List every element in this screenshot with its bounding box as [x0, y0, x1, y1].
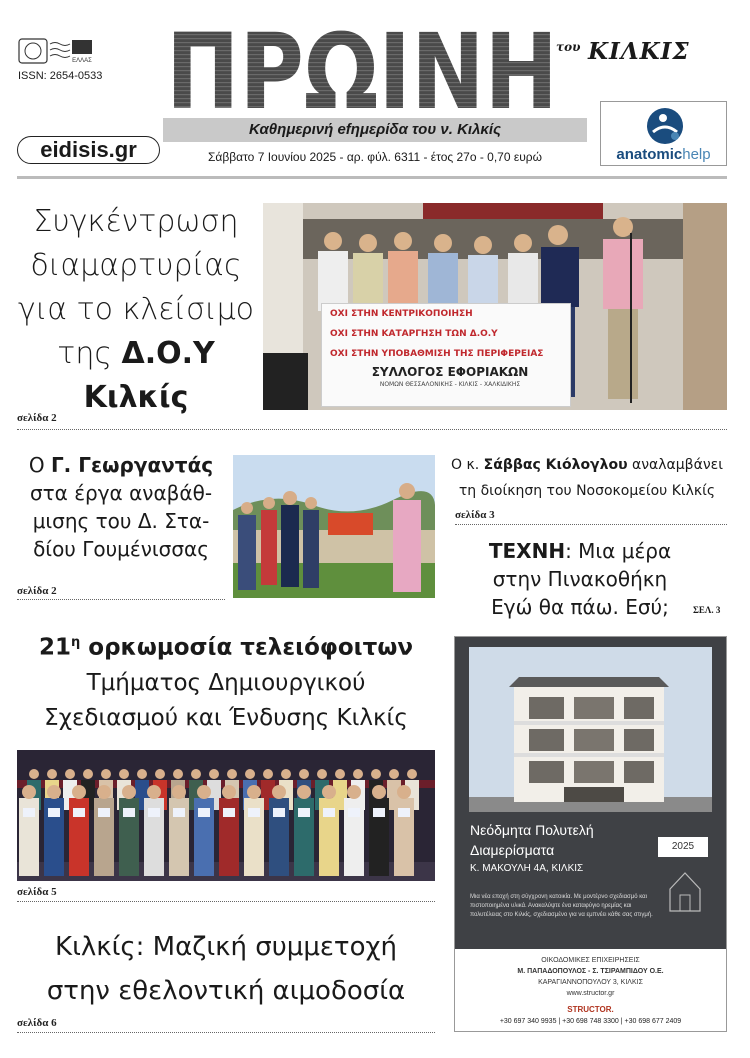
divider	[17, 1032, 435, 1033]
issn-number: ISSN: 2654-0533	[18, 70, 103, 82]
ad-address: Κ. ΜΑΚΟΥΛΗ 4Α, ΚΙΛΚΙΣ	[470, 863, 584, 874]
graduation-scene	[17, 750, 435, 881]
art-headline[interactable]: ΤΕΧΝΗ: Μια μέρα στην Πινακοθήκη Εγώ θα πάω. Εσύ;	[488, 539, 672, 619]
title-text: ΠΡΩΙΝΗ	[166, 22, 558, 116]
ad-description: Μια νέα εποχή στη σύγχρονη κατοικία. Με μοντέρνο σχεδιασμό και πιστοποιημένα υλικά. Ανακαλύψτε ένα καταφύγιο ηρεμίας και πολυτέλειας στο Κιλκίς, σχεδιασμένο για να εμπνέει κάθε σας στιγμή.	[470, 894, 653, 918]
protest-banner: ΟΧΙ ΣΤΗΝ ΚΕΝΤΡΙΚΟΠΟΙΗΣΗ ΟΧΙ ΣΤΗΝ ΚΑΤΑΡΓΗΣΗ ΤΩΝ Δ.Ο.Υ ΟΧΙ ΣΤΗΝ ΥΠΟΒΑΘΜΙΣΗ ΤΗΣ ΠΕΡΙΦΕΡΕΙΑΣ ΣΥΛΛΟΓΟΣ ΕΦΟΡΙΑΚΩΝ ΝΟΜΩΝ ΘΕΣΣΑΛΟΝΙΚΗΣ - ΚΙΛΚΙΣ - ΧΑΛΚΙΔΙΚΗΣ	[321, 303, 571, 407]
divider	[17, 901, 435, 902]
dateline: Σάββατο 7 Ιουνίου 2025 - αρ. φύλ. 6311 - έτος 27ο - 0,70 ευρώ	[208, 150, 542, 164]
art-page-ref: ΣΕΛ. 3	[693, 605, 721, 615]
ad-company-info: ΟΙΚΟΔΟΜΙΚΕΣ ΕΠΙΧΕΙΡΗΣΕΙΣ Μ. ΠΑΠΑΔΟΠΟΥΛΟΣ - Σ. ΤΣΙΡΑΜΠΙΔΟΥ Ο.Ε. ΚΑΡΑΓΙΑΝΝΟΠΟΥΛΟΥ 3, ΚΙΛΚΙΣ www.structor.gr	[517, 957, 664, 997]
divider	[17, 599, 225, 600]
ad-brand: STRUCTOR.	[567, 1005, 614, 1014]
hospital-headline[interactable]: Ο κ. Σάββας Κιόλογλου αναλαμβάνει τη διοίκηση του Νοσοκομείου Κιλκίς	[451, 457, 723, 499]
stadium-scene	[233, 455, 435, 598]
postage-stamp-icon	[18, 38, 94, 64]
graduation-photo[interactable]	[17, 750, 435, 881]
graduation-page-ref: σελίδα 5	[17, 886, 57, 898]
svg-text:ΕΛΛΑΣ: ΕΛΛΑΣ	[72, 58, 92, 64]
house-outline-icon	[667, 869, 703, 913]
ad-dark-panel	[455, 637, 726, 949]
anatomichelp-logo-icon	[645, 106, 685, 146]
blood-page-ref: σελίδα 6	[17, 1017, 57, 1029]
tagline: Καθημερινή efημερίδα του ν. Κιλκίς	[163, 118, 587, 142]
protest-photo[interactable]	[263, 203, 727, 410]
ad-year-badge: 2025	[658, 837, 708, 857]
divider	[17, 429, 727, 430]
newspaper-title	[162, 22, 562, 116]
stadium-photo[interactable]	[233, 455, 435, 598]
structor-advertisement[interactable]	[454, 636, 727, 1032]
ad-title: Νεόδμητα Πολυτελή Διαμερίσματα	[470, 822, 594, 858]
website-link[interactable]: eidisis.gr	[17, 136, 160, 164]
apartment-building-image	[469, 647, 712, 812]
blood-donation-headline[interactable]: Κιλκίς: Μαζική συμμετοχή στην εθελοντική αιμοδοσία	[46, 932, 406, 1006]
hospital-page-ref: σελίδα 3	[455, 509, 495, 521]
sponsor-ad-anatomichelp[interactable]	[600, 101, 727, 166]
stadium-headline[interactable]: Ο Γ. Γεωργαντάς στα έργα αναβάθ- μισης του Δ. Στα- δίου Γουμένισσας	[28, 453, 214, 561]
lead-headline[interactable]: Συγκέντρωση διαμαρτυρίας για το κλείσιμο της Δ.Ο.Υ Κιλκίς	[17, 204, 255, 415]
graduation-headline[interactable]: $21^\eta$ ορκωμοσία τελειόφοιτων Τμήματος Δημιουργικού Σχεδιασμού και Ένδυσης Κιλκίς	[39, 634, 413, 731]
lead-page-ref: σελίδα 2	[17, 412, 57, 424]
ad-phones: +30 697 340 9935 | +30 698 748 3300 | +30 698 677 2409	[499, 1018, 682, 1025]
title-tou: του	[556, 40, 581, 54]
title-region: ΚΙΛΚΙΣ	[588, 38, 690, 65]
masthead-divider	[17, 176, 727, 179]
divider	[455, 524, 727, 525]
stadium-page-ref: σελίδα 2	[17, 585, 57, 597]
sponsor-name: anatomichelp	[616, 146, 711, 163]
